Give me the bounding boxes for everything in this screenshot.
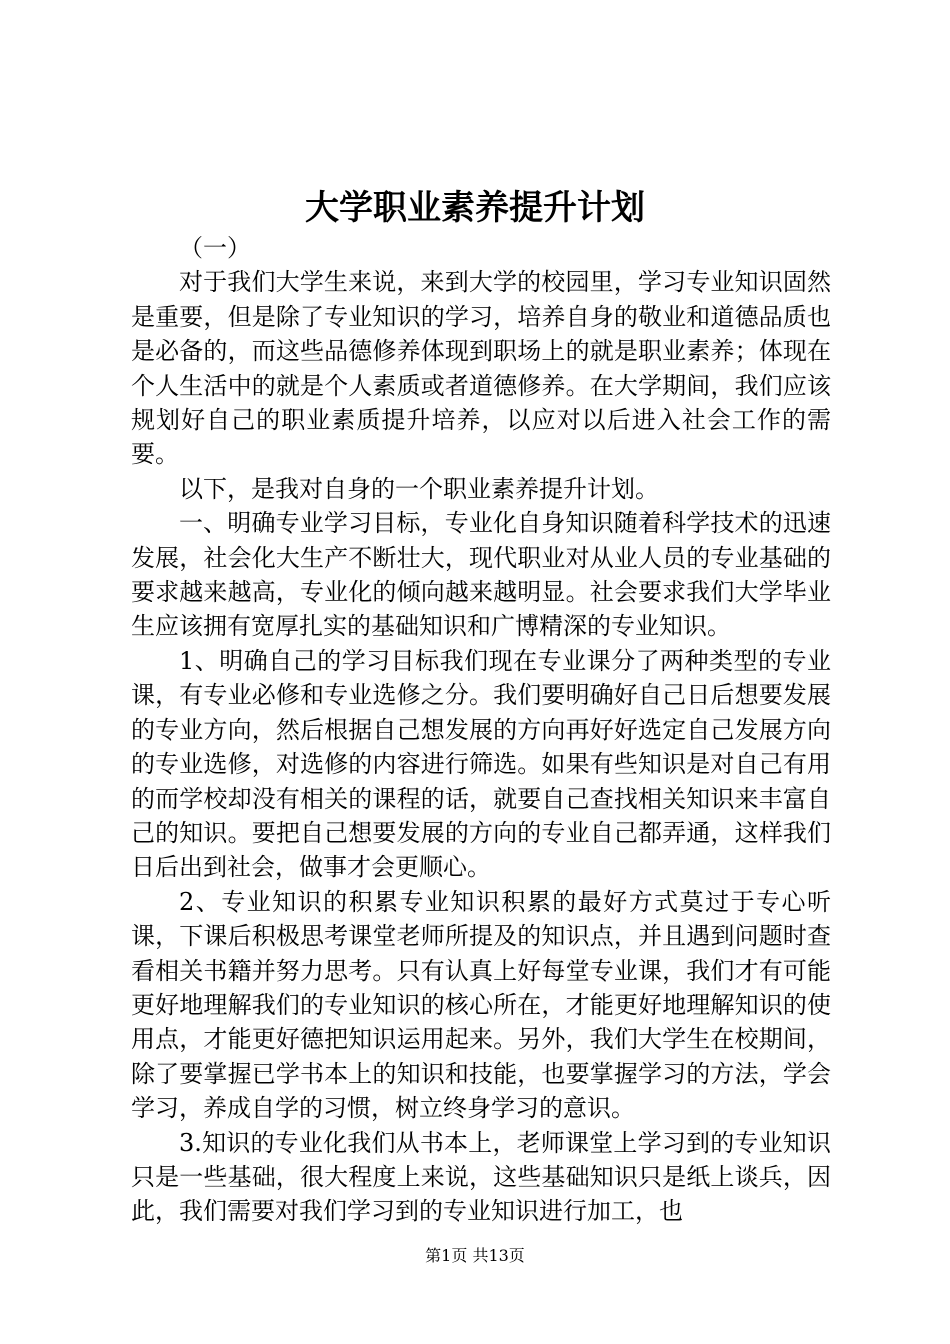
document-body [131,231,831,1229]
paragraph-point-3: 3.知识的专业化我们从书本上，老师课堂上学习到的专业知识只是一些基础，很大程度上来说，这些基础知识只是纸上谈兵，因此，我们需要对我们学习到的专业知识进行加工，也 [131,1128,831,1226]
page-footer: 第1页 共13页 [425,1246,525,1265]
document-title: 大学职业素养提升计划 [305,188,645,228]
paragraph-plan-lead: 以下，是我对自身的一个职业素养提升计划。 [179,474,659,503]
paragraph-section-marker: （一） [179,234,251,262]
paragraph-point-2: 2、专业知识的积累专业知识积累的最好方式莫过于专心听课，下课后积极思考课堂老师所提及的知识点，并且遇到问题时查看相关书籍并努力思考。只有认真上好每堂专业课，我们才有可能更好地理解我们的专业知识的核心所在，才能更好地理解知识的使用点，才能更好德把知识运用起来。另外，我们大学生在校期间，除了要掌握已学书本上的知识和技能，也要掌握学习的方法，学会学习，养成自学的习惯，树立终身学习的意识。 [131,887,831,1123]
paragraph-goal-heading: 一、明确专业学习目标，专业化自身知识随着科学技术的迅速发展，社会化大生产不断壮大，现代职业对从业人员的专业基础的要求越来越高，专业化的倾向越来越明显。社会要求我们大学毕业生应该拥有宽厚扎实的基础知识和广博精深的专业知识。 [131,509,831,641]
paragraph-point-1: 1、明确自己的学习目标我们现在专业课分了两种类型的专业课，有专业必修和专业选修之分。我们要明确好自己日后想要发展的专业方向，然后根据自己想发展的方向再好好选定自己发展方向的专业选修，对选修的内容进行筛选。如果有些知识是对自己有用的而学校却没有相关的课程的话，就要自己查找相关知识来丰富自己的知识。要把自己想要发展的方向的专业自己都弄通，这样我们日后出到社会，做事才会更顺心。 [131,646,831,882]
paragraph-intro: 对于我们大学生来说，来到大学的校园里，学习专业知识固然是重要，但是除了专业知识的学习，培养自身的敬业和道德品质也是必备的，而这些品德修养体现到职场上的就是职业素养；体现在个人生活中的就是个人素质或者道德修养。在大学期间，我们应该规划好自己的职业素质提升培养，以应对以后进入社会工作的需要。 [131,268,831,469]
